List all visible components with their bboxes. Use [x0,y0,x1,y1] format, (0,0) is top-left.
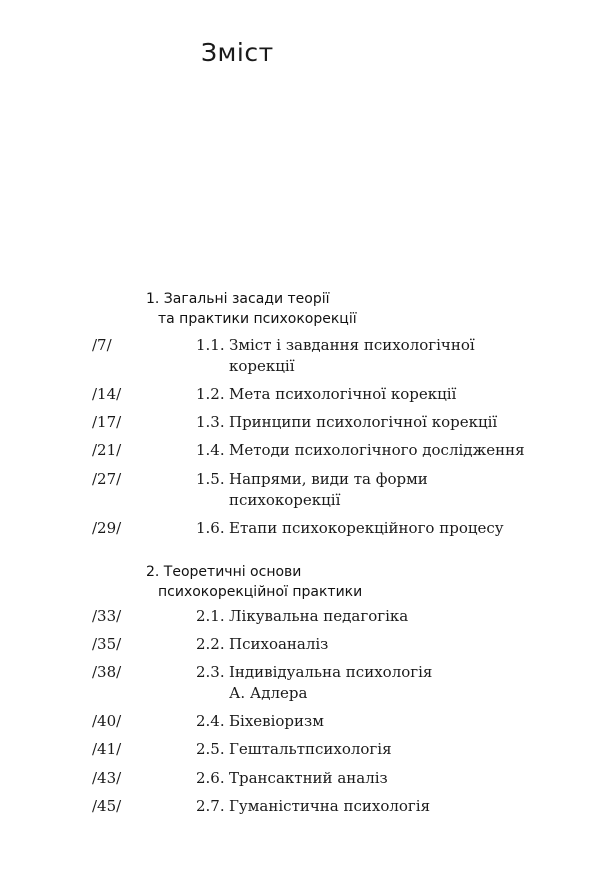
entry-title [229,412,559,433]
entry-title-line: Напрями, види та форми [229,470,428,488]
entry-title [229,768,559,789]
entry-number: 2.1. [196,607,225,625]
entry-title-line: Біхевіоризм [229,712,324,730]
entry-title-line: Методи психологічного дослідження [229,441,525,459]
entry-number: 1.4. [196,441,225,459]
page-number: /29/ [92,519,122,537]
section-heading-line: психокорекційної практики [158,584,363,600]
section-heading-line: 2. Теоретичні основи [146,564,302,580]
entry-number: 1.6. [196,519,225,537]
section-heading-line: 1. Загальні засади теорії [146,291,330,307]
entry-title [229,634,559,655]
entry-title-line: Психоаналіз [229,635,329,653]
entry-title [229,796,559,817]
entry-number: 1.1. [196,336,225,354]
entry-title-line: Зміст і завдання психологічної [229,336,475,354]
page-number: /43/ [92,769,122,787]
entry-title [229,739,559,760]
page-number: /17/ [92,413,122,431]
page-number: /21/ [92,441,122,459]
entry-number: 2.7. [196,797,225,815]
entry-number: 1.5. [196,470,225,488]
entry-number: 2.5. [196,740,225,758]
entry-number: 2.2. [196,635,225,653]
section-heading-2 [146,562,362,602]
entry-title-line: Індивідуальна психологія [229,663,433,681]
entry-title [229,606,559,627]
entry-number: 1.3. [196,413,225,431]
page-number: /35/ [92,635,122,653]
page-number: /45/ [92,797,122,815]
entry-title-line: корекції [229,357,295,375]
page-number: /27/ [92,470,122,488]
page-number: /38/ [92,663,122,681]
entry-title-line: Трансактний аналіз [229,769,388,787]
section-heading-1 [146,289,357,329]
entry-number: 2.4. [196,712,225,730]
page-number: /33/ [92,607,122,625]
entry-number: 1.2. [196,385,225,403]
entry-title [229,440,559,461]
entry-title [229,469,559,511]
entry-title-line: Мета психологічної корекції [229,385,457,403]
entry-title [229,711,559,732]
page-title: Зміст [201,38,274,67]
section-heading-line: та практики психокорекції [158,311,357,327]
entry-number: 2.6. [196,769,225,787]
entry-title-line: Етапи психокорекційного процесу [229,519,504,537]
entry-title-line: Гештальтпсихологія [229,740,392,758]
entry-number: 2.3. [196,663,225,681]
entry-title-line: Принципи психологічної корекції [229,413,498,431]
page-number: /7/ [92,336,112,354]
entry-title [229,518,559,539]
entry-title-line: Гуманістична психологія [229,797,431,815]
page-number: /14/ [92,385,122,403]
entry-title [229,335,559,377]
entry-title-line: А. Адлера [229,684,308,702]
entry-title [229,662,559,704]
entry-title-line: Лікувальна педагогіка [229,607,409,625]
entry-title-line: психокорекції [229,491,341,509]
entry-title [229,384,559,405]
page-number: /40/ [92,712,122,730]
page-number: /41/ [92,740,122,758]
